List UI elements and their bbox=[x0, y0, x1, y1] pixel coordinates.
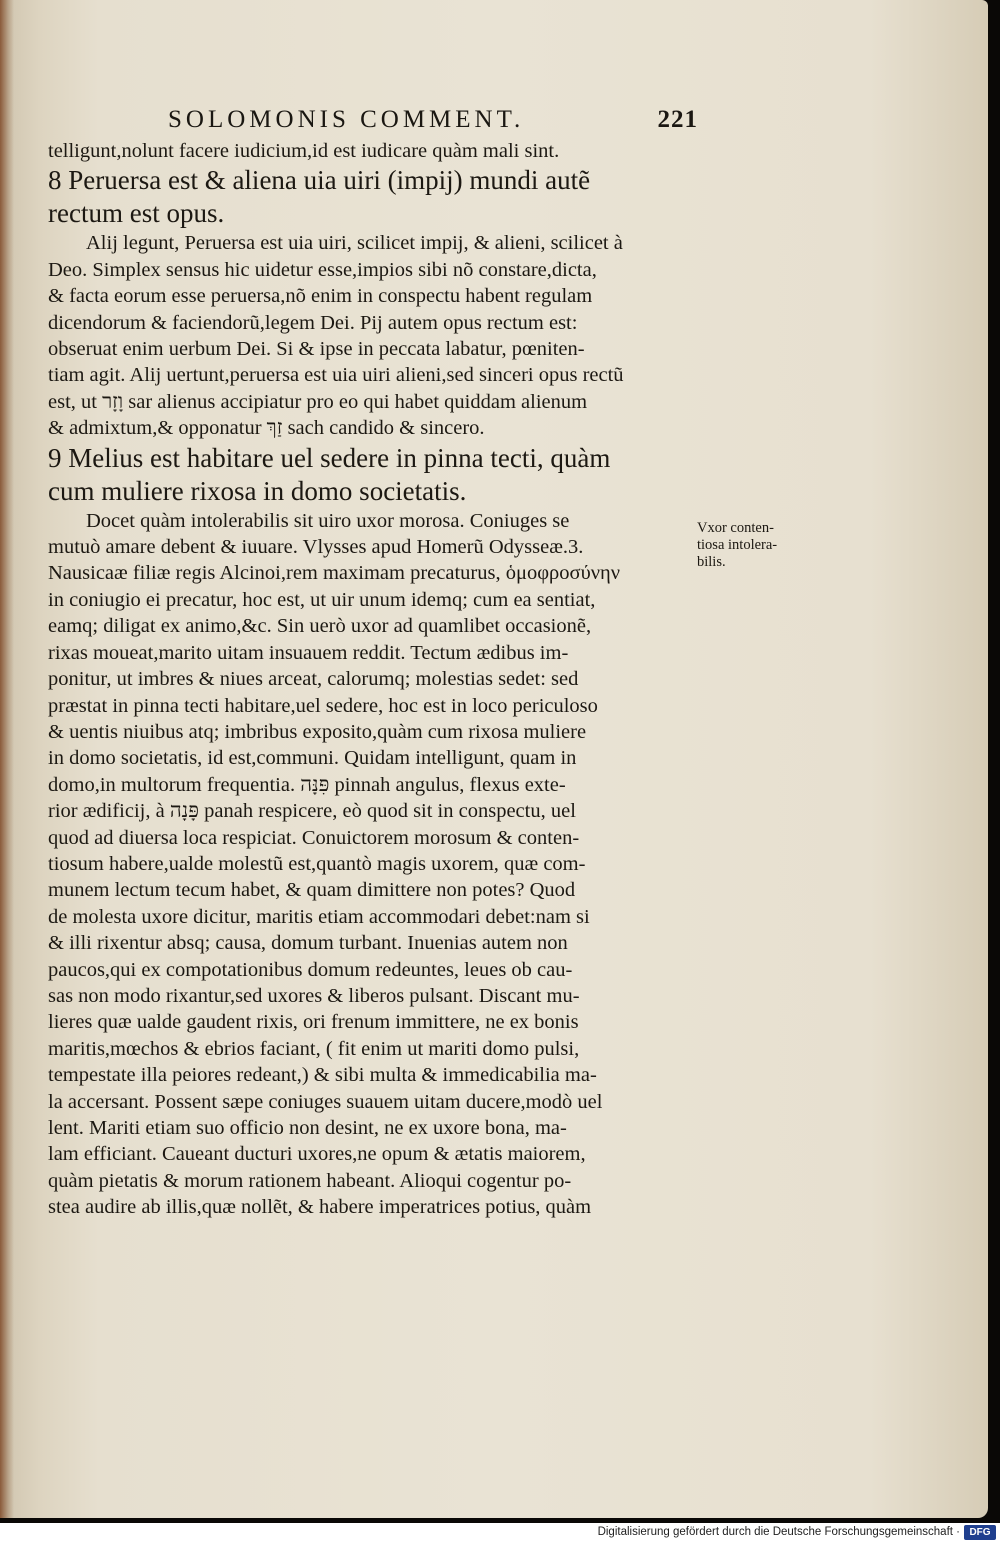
text-line: de molesta uxore dicitur, maritis etiam accommodari debet:nam si bbox=[48, 905, 590, 928]
text-line: præstat in pinna tecti habitare,uel sedere, hoc est in loco periculoso bbox=[48, 694, 598, 717]
verse-heading: 8 Peruersa est & aliena uia uiri (impij) mundi autẽ bbox=[48, 165, 591, 196]
text-line: Docet quàm intolerabilis sit uiro uxor morosa. Coniuges se bbox=[86, 509, 570, 532]
main-text bbox=[48, 138, 698, 1221]
text-line: tiosum habere,ualde molestũ est,quantò magis uxorem, quæ com- bbox=[48, 852, 586, 875]
text-line: Nausicaæ filiæ regis Alcinoi,rem maximam precaturus, ὁμοφροσύνην bbox=[48, 562, 620, 585]
text-line: munem lectum tecum habet, & quam dimittere non potes? Quod bbox=[48, 879, 576, 902]
text-line: Alij legunt, Peruersa est uia uiri, scilicet impij, & alieni, scilicet à bbox=[86, 232, 623, 255]
text-line: quod ad diuersa loca respiciat. Conuictorem morosum & conten- bbox=[48, 826, 580, 849]
text-line: paucos,qui ex compotationibus domum redeuntes, leues ob cau- bbox=[48, 958, 573, 981]
text-line: maritis,mœchos & ebrios faciant, ( fit enim ut mariti domo pulsi, bbox=[48, 1037, 580, 1060]
text-line: in coniugio ei precatur, hoc est, ut uir unum idemq; cum ea sentiat, bbox=[48, 588, 596, 611]
text-line: la accersant. Possent sæpe coniuges suauem uitam ducere,modò uel bbox=[48, 1090, 603, 1113]
page-number: 221 bbox=[657, 106, 698, 133]
text-line: in domo societatis, id est,communi. Quidam intelligunt, quam in bbox=[48, 747, 577, 770]
margin-note-line: Vxor conten- bbox=[697, 520, 774, 536]
text-line: dicendorum & faciendorũ,legem Dei. Pij autem opus rectum est: bbox=[48, 311, 578, 334]
text-line: rior ædificij, à פָּנָה panah respicere, eò quod sit in conspectu, uel bbox=[48, 800, 576, 823]
verse-heading: 9 Melius est habitare uel sedere in pinna tecti, quàm bbox=[48, 442, 611, 473]
text-line: telligunt,nolunt facere iudicium,id est iudicare quàm mali sint. bbox=[48, 140, 560, 162]
text-line: & illi rixentur absq; causa, domum turbant. Inuenias autem non bbox=[48, 932, 568, 955]
text-line: obseruat enim uerbum Dei. Si & ipse in peccata labatur, pœniten- bbox=[48, 338, 585, 361]
verse-heading: cum muliere rixosa in domo societatis. bbox=[48, 475, 467, 506]
text-line: sas non modo rixantur,sed uxores & liberos pulsant. Discant mu- bbox=[48, 984, 580, 1007]
text-line: lieres quæ ualde gaudent rixis, ori frenum immittere, ne ex bonis bbox=[48, 1011, 579, 1034]
text-line: Deo. Simplex sensus hic uidetur esse,impios sibi nõ constare,dicta, bbox=[48, 258, 597, 281]
text-line: lam efficiant. Caueant ducturi uxores,ne opum & ætatis maiorem, bbox=[48, 1143, 586, 1166]
text-line: & facta eorum esse peruersa,nõ enim in conspectu habent regulam bbox=[48, 285, 593, 308]
running-title: SOLOMONIS COMMENT. bbox=[168, 106, 525, 133]
margin-note-line: tiosa intolera- bbox=[697, 537, 778, 553]
text-line: mutuò amare debent & iuuare. Vlysses apud Homerũ Odysseæ.3. bbox=[48, 536, 584, 559]
text-line: rixas moueat,marito uitam insuauem reddit. Tectum ædibus im- bbox=[48, 641, 569, 664]
text-line: tiam agit. Alij uertunt,peruersa est uia uiri alieni,sed sinceri opus rectũ bbox=[48, 364, 624, 387]
dfg-logo: DFG bbox=[964, 1525, 996, 1540]
margin-note bbox=[697, 520, 817, 571]
text-line: & admixtum,& opponatur זַךְ sach candido & sincero. bbox=[48, 417, 485, 440]
text-line: tempestate illa peiores redeant,) & sibi multa & immedicabilia ma- bbox=[48, 1064, 597, 1087]
funding-credit: Digitalisierung gefördert durch die Deutsche Forschungsgemeinschaft · bbox=[597, 1526, 960, 1538]
text-line: lent. Mariti etiam suo officio non desint, ne ex uxore bona, ma- bbox=[48, 1117, 567, 1139]
text-line: est, ut וָזָר sar alienus accipiatur pro eo qui habet quiddam alienum bbox=[48, 390, 588, 413]
verse-heading: rectum est opus. bbox=[48, 198, 225, 229]
text-line: quàm pietatis & morum rationem habeant. Alioqui cogentur po- bbox=[48, 1169, 572, 1192]
text-line: ponitur, ut imbres & niues arceat, calorumq; molestias sedet: sed bbox=[48, 668, 579, 691]
page-binding-edge bbox=[0, 0, 14, 1518]
margin-note-line: bilis. bbox=[697, 554, 726, 570]
text-line: & uentis niuibus atq; imbribus exposito,quàm cum rixosa muliere bbox=[48, 720, 587, 743]
footer-bar bbox=[0, 1523, 1000, 1543]
text-line: eamq; diligat ex animo,&c. Sin uerò uxor ad quamlibet occasionẽ, bbox=[48, 615, 592, 638]
text-line: domo,in multorum frequentia. פִּנָּה pinnah angulus, flexus exte- bbox=[48, 773, 566, 796]
text-line: stea audire ab illis,quæ nollẽt, & habere imperatrices potius, quàm bbox=[48, 1196, 592, 1219]
